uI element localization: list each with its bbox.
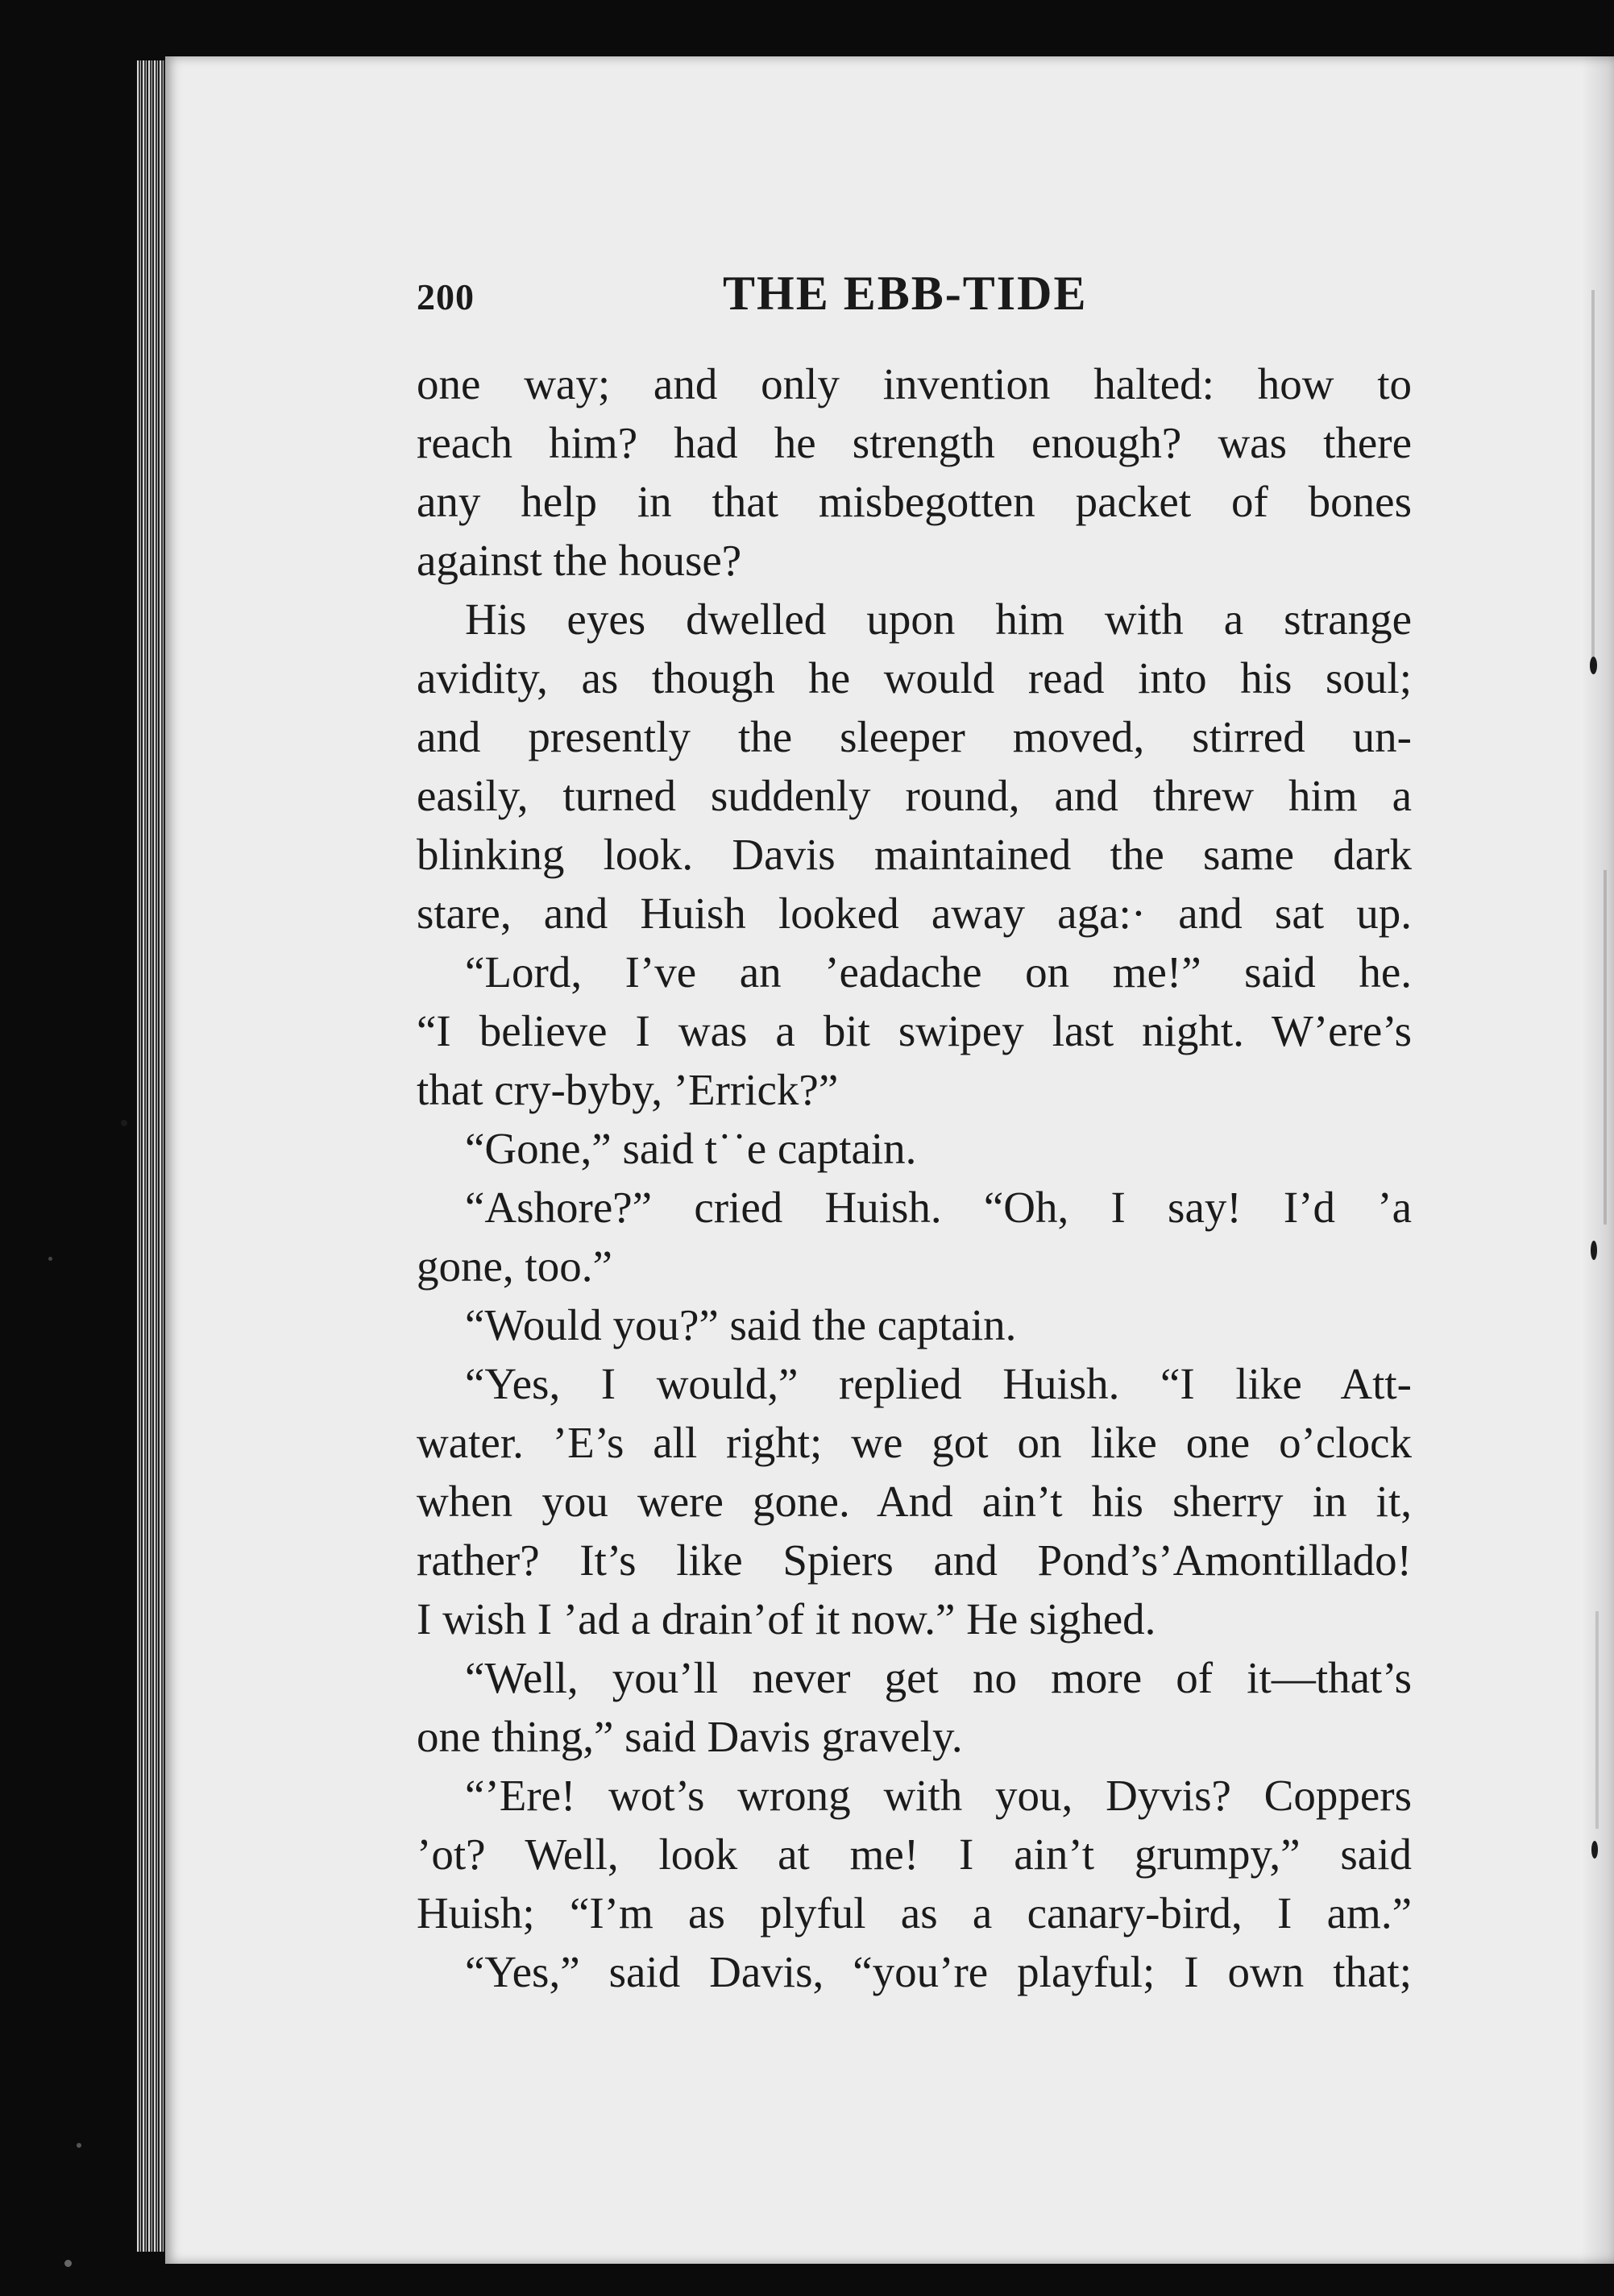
dust-speck bbox=[77, 2143, 81, 2148]
margin-mark bbox=[1604, 870, 1607, 1225]
text-line: His eyes dwelled upon him with a strange bbox=[465, 595, 1412, 644]
text-line: “’Ere! wot’s wrong with you, Dyvis? Coppers bbox=[465, 1771, 1412, 1820]
dust-speck bbox=[121, 1120, 127, 1126]
text-line: avidity, as though he would read into his soul; bbox=[417, 653, 1412, 702]
text-line: “Yes,” said Davis, “you’re playful; I own that; bbox=[465, 1947, 1412, 1996]
page-shadow bbox=[1582, 56, 1614, 2264]
text-line: one thing,” said Davis gravely. bbox=[417, 1712, 963, 1761]
text-line: rather? It’s like Spiers and Pond’s’Amontillado! bbox=[417, 1536, 1412, 1585]
margin-mark bbox=[1591, 290, 1595, 661]
margin-speck bbox=[1591, 1841, 1598, 1859]
text-line: that cry-byby, ’Errick?” bbox=[417, 1065, 839, 1114]
body-text bbox=[417, 354, 1412, 2001]
text-line: ’ot? Well, look at me! I ain’t grumpy,” said bbox=[417, 1830, 1412, 1879]
text-line: “Ashore?” cried Huish. “Oh, I say! I’d ’a bbox=[465, 1183, 1412, 1232]
text-line: any help in that misbegotten packet of bones bbox=[417, 477, 1412, 526]
text-line: and presently the sleeper moved, stirred un- bbox=[417, 712, 1412, 761]
text-line: “I believe I was a bit swipey last night. W’ere’s bbox=[417, 1006, 1412, 1055]
margin-mark bbox=[1595, 1611, 1599, 1829]
page-number: 200 bbox=[417, 276, 475, 317]
text-line: reach him? had he strength enough? was there bbox=[417, 418, 1412, 467]
running-title: THE EBB-TIDE bbox=[723, 267, 1088, 320]
margin-speck bbox=[1591, 1241, 1597, 1260]
margin-speck bbox=[1590, 657, 1597, 674]
text-line: water. ’E’s all right; we got on like one o’clock bbox=[417, 1418, 1412, 1467]
text-line: blinking look. Davis maintained the same dark bbox=[417, 830, 1412, 879]
dust-speck bbox=[48, 1257, 52, 1261]
text-line: I wish I ’ad a drain’of it now.” He sighed. bbox=[417, 1594, 1156, 1643]
page-edges bbox=[137, 60, 169, 2252]
text-line: Huish; “I’m as plyful as a canary-bird, I am.” bbox=[417, 1888, 1412, 1938]
text-line: “Would you?” said the captain. bbox=[465, 1300, 1017, 1349]
text-line: easily, turned suddenly round, and threw him a bbox=[417, 771, 1412, 820]
text-line: “Well, you’ll never get no more of it—that’s bbox=[465, 1653, 1412, 1702]
text-line: “Yes, I would,” replied Huish. “I like Att- bbox=[465, 1359, 1412, 1408]
text-line: “Gone,” said t˙˙e captain. bbox=[465, 1124, 917, 1173]
page-header bbox=[417, 266, 1412, 330]
text-line: one way; and only invention halted: how to bbox=[417, 359, 1412, 408]
dust-speck bbox=[64, 2260, 72, 2267]
text-line: stare, and Huish looked away aga:· and sat up. bbox=[417, 889, 1412, 938]
text-line: gone, too.” bbox=[417, 1241, 612, 1291]
text-line: when you were gone. And ain’t his sherry in it, bbox=[417, 1477, 1412, 1526]
text-line: against the house? bbox=[417, 536, 742, 585]
text-line: “Lord, I’ve an ’eadache on me!” said he. bbox=[465, 947, 1412, 997]
